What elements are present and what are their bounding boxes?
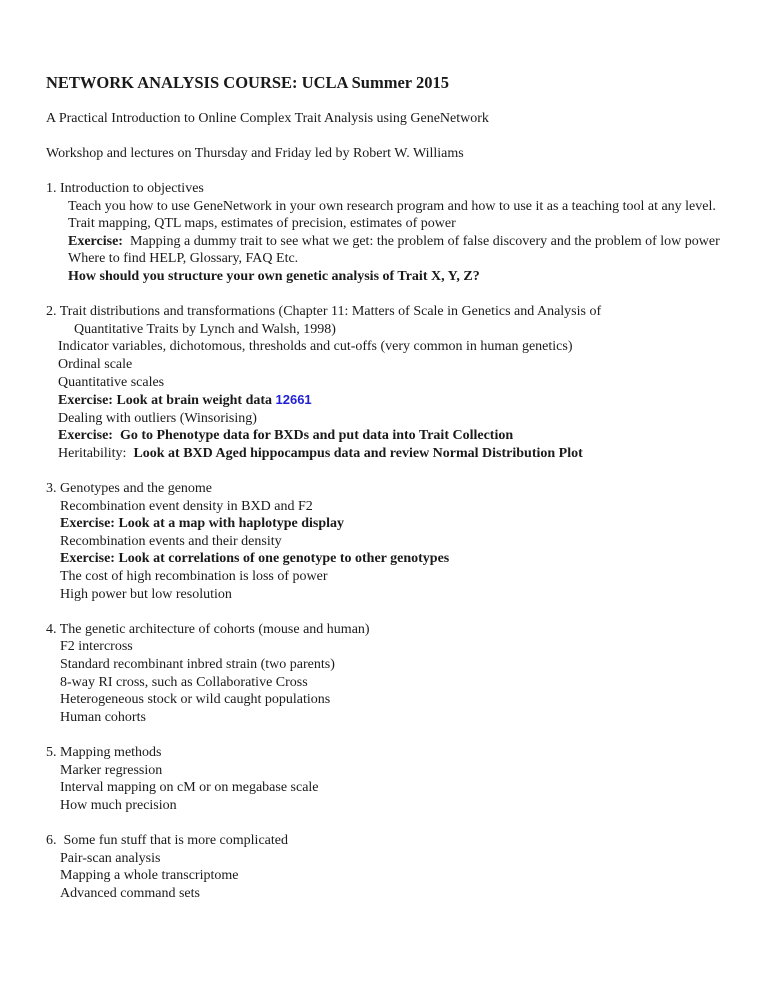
section-4 [46, 621, 738, 727]
section-heading: 3. Genotypes and the genome [46, 481, 213, 497]
list-item [46, 391, 738, 410]
section-heading: 6. Some fun stuff that is more complicated [46, 832, 288, 848]
list-item [46, 233, 738, 251]
list-item [46, 550, 738, 568]
list-item: Interval mapping on cM or on megabase scale [60, 780, 319, 796]
exercise-text: Exercise: Look at correlations of one genotype to other genotypes [60, 551, 450, 567]
subtitle: A Practical Introduction to Online Complex Trait Analysis using GeneNetwork [46, 110, 489, 126]
section-heading-continued: Quantitative Traits by Lynch and Walsh, 1998) [74, 321, 336, 337]
list-item: Marker regression [60, 762, 163, 778]
trait-link-12661[interactable]: 12661 [275, 392, 312, 408]
list-item: Heterogeneous stock or wild caught populations [60, 692, 331, 708]
list-item: Recombination events and their density [60, 533, 282, 549]
list-item: Mapping a whole transcriptome [60, 868, 239, 884]
exercise-label: Exercise: [68, 233, 123, 249]
section-5 [46, 744, 738, 814]
heritability-label: Heritability: [58, 445, 134, 461]
section-heading: 4. The genetic architecture of cohorts (mouse and human) [46, 621, 370, 637]
list-item: Trait mapping, QTL maps, estimates of precision, estimates of power [68, 216, 456, 232]
list-item: How much precision [60, 797, 177, 813]
document-page [46, 74, 738, 902]
list-item: 8-way RI cross, such as Collaborative Cross [60, 674, 308, 690]
exercise-text: Look at BXD Aged hippocampus data and review Normal Distribution Plot [133, 445, 583, 461]
section-1 [46, 180, 738, 286]
list-item: Where to find HELP, Glossary, FAQ Etc. [68, 251, 299, 267]
list-item: Indicator variables, dichotomous, thresholds and cut-offs (very common in human genetics) [58, 339, 573, 355]
list-item: Advanced command sets [60, 885, 200, 901]
section-3 [46, 480, 738, 603]
exercise-text: Mapping a dummy trait to see what we get: the problem of false discovery and the problem of low power [122, 233, 720, 249]
section-heading: 1. Introduction to objectives [46, 180, 204, 196]
list-item [46, 427, 738, 445]
list-item: F2 intercross [60, 639, 133, 655]
section-heading: 5. Mapping methods [46, 744, 162, 760]
list-item [46, 515, 738, 533]
list-item: Ordinal scale [58, 356, 133, 372]
section-2 [46, 303, 738, 462]
section-heading: 2. Trait distributions and transformations (Chapter 11: Matters of Scale in Genetics and Analysis of [46, 304, 602, 320]
bold-item: How should you structure your own genetic analysis of Trait X, Y, Z? [68, 268, 480, 284]
exercise-text: Exercise: Go to Phenotype data for BXDs and put data into Trait Collection [58, 428, 514, 444]
page-title: NETWORK ANALYSIS COURSE: UCLA Summer 2015 [46, 73, 449, 92]
list-item: Quantitative scales [58, 374, 165, 390]
list-item [46, 268, 738, 286]
list-item: Dealing with outliers (Winsorising) [58, 410, 257, 426]
list-item: Pair-scan analysis [60, 850, 161, 866]
exercise-text: Exercise: Look at brain weight data [58, 393, 276, 409]
list-item: Standard recombinant inbred strain (two parents) [60, 657, 335, 672]
list-item: The cost of high recombination is loss of power [60, 569, 328, 585]
list-item [46, 445, 738, 463]
list-item: High power but low resolution [60, 586, 232, 602]
byline: Workshop and lectures on Thursday and Friday led by Robert W. Williams [46, 145, 464, 161]
list-item: Teach you how to use GeneNetwork in your own research program and how to use it as a teaching tool at any level. [68, 198, 716, 214]
exercise-text: Exercise: Look at a map with haplotype display [60, 516, 345, 532]
list-item: Human cohorts [60, 709, 146, 725]
list-item: Recombination event density in BXD and F2 [60, 498, 313, 514]
section-6 [46, 832, 738, 902]
